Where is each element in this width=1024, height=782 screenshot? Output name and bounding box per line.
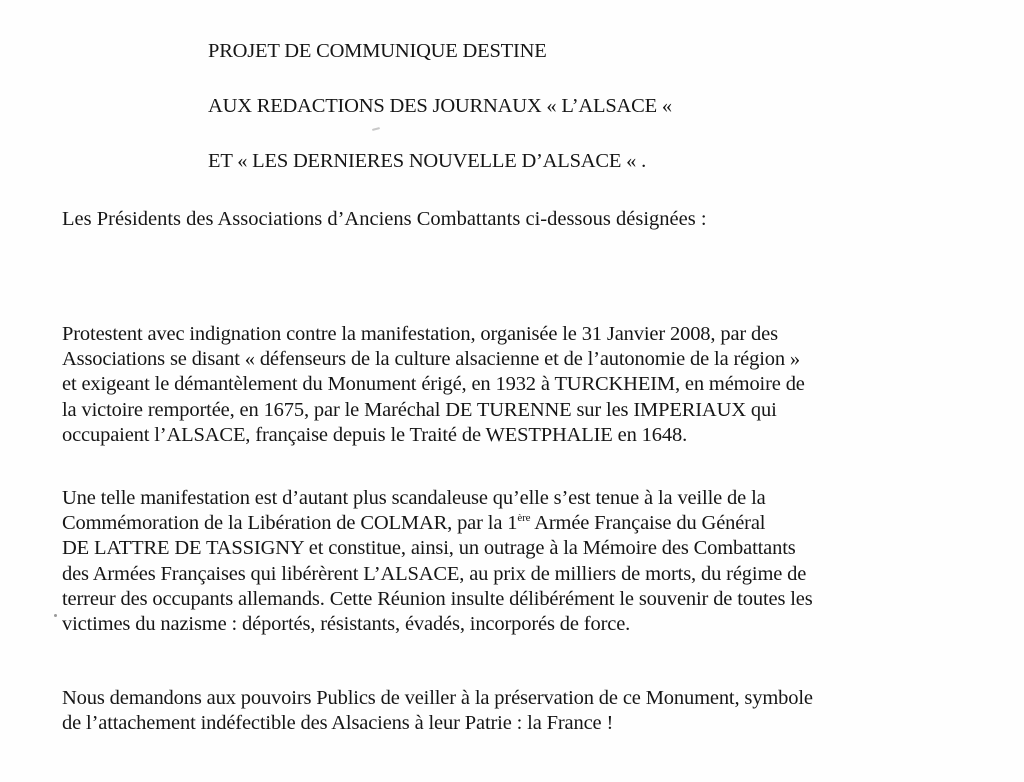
paragraph-line: Associations se disant « défenseurs de la culture alsacienne et de l’autonomie de la région » [62, 348, 801, 371]
line-text: Armée Française du Général [530, 512, 766, 535]
paragraph-demand [62, 686, 813, 736]
scan-speck [372, 127, 380, 131]
superscript-ere: ère [517, 512, 531, 525]
paragraph-scandal [62, 486, 813, 637]
paragraph-line: occupaient l’ALSACE, française depuis le Traité de WESTPHALIE en 1648. [62, 423, 688, 446]
paragraph-line: Une telle manifestation est d’autant plus scandaleuse qu’elle s’est tenue à la veille de la [62, 487, 766, 509]
header-line-1: PROJET DE COMMUNIQUE DESTINE [208, 40, 547, 62]
paragraph-line: Nous demandons aux pouvoirs Publics de veiller à la préservation de ce Monument, symbole [62, 687, 813, 709]
intro-sentence: Les Présidents des Associations d’Anciens Combattants ci-dessous désignées : [62, 208, 707, 230]
scan-dot [54, 614, 57, 617]
paragraph-line [62, 511, 813, 536]
paragraph-line: victimes du nazisme : déportés, résistants, évadés, incorporés de force. [62, 613, 631, 636]
paragraph-line: terreur des occupants allemands. Cette Réunion insulte délibérément le souvenir de toutes les [62, 587, 813, 610]
paragraph-line: de l’attachement indéfectible des Alsaciens à leur Patrie : la France ! [62, 712, 614, 735]
paragraph-line: des Armées Françaises qui libérèrent L’ALSACE, au prix de milliers de morts, du régime de [62, 562, 807, 585]
paragraph-line: la victoire remportée, en 1675, par le Maréchal DE TURENNE sur les IMPERIAUX qui [62, 398, 777, 421]
header-line-3: ET « LES DERNIERES NOUVELLE D’ALSACE « . [208, 150, 647, 172]
paragraph-line: DE LATTRE DE TASSIGNY et constitue, ainsi, un outrage à la Mémoire des Combattants [62, 537, 796, 560]
header-line-2: AUX REDACTIONS DES JOURNAUX « L’ALSACE « [208, 95, 672, 117]
paragraph-line: et exigeant le démantèlement du Monument érigé, en 1932 à TURCKHEIM, en mémoire de [62, 373, 805, 396]
line-text: Commémoration de la Libération de COLMAR, par la 1 [62, 512, 518, 535]
paragraph-protest [62, 322, 805, 448]
paragraph-line: Protestent avec indignation contre la manifestation, organisée le 31 Janvier 2008, par des [62, 323, 778, 345]
